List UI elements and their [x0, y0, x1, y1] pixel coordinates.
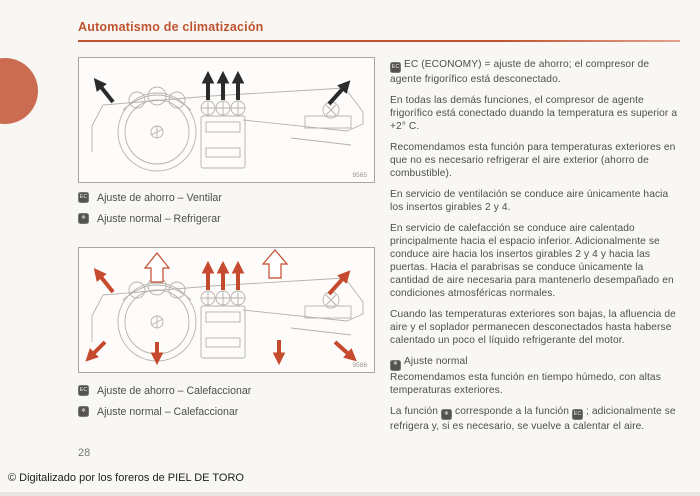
credit-line: © Digitalizado por los foreros de PIEL DE TORO [8, 472, 244, 484]
ac-button-icon: ❄ [441, 409, 452, 420]
caption-text: Ajuste normal – Calefaccionar [97, 405, 239, 418]
caption-ahorro-ventilar [78, 187, 375, 208]
segment-text: La función [390, 405, 439, 417]
figure-ventilation-airflow [78, 57, 375, 183]
figure-number: 9586 [352, 362, 367, 369]
economy-button-icon: EC [78, 385, 89, 396]
header-rule [78, 40, 680, 42]
dashboard-heating-drawing [79, 248, 374, 372]
caption-text: Ajuste de ahorro – Ventilar [97, 191, 222, 204]
heading-ajuste-normal [390, 355, 680, 370]
economy-button-icon: EC [572, 409, 583, 420]
body-text-column [390, 58, 680, 441]
caption-text: Ajuste de ahorro – Calefaccionar [97, 384, 252, 397]
paragraph-compresor: En todas las demás funciones, el compresor de agente frigorífico está conectado duando la temperatura es superior a +2° C. [390, 95, 678, 133]
ac-button-icon: ❄ [390, 360, 401, 371]
scan-edge [0, 492, 700, 496]
paragraph-recomendacion: Recomendamos esta función para temperaturas exteriores en que no es necesario refrigerar el aire exterior (ahorro de combustible). [390, 142, 676, 180]
section-tab-dot [0, 58, 38, 124]
dashboard-ventilation-drawing [79, 58, 374, 182]
economy-button-icon: EC [390, 62, 401, 73]
figure2-captions [78, 380, 375, 422]
figure1-captions [78, 187, 375, 229]
caption-text: Ajuste normal – Refrigerar [97, 212, 221, 225]
caption-ahorro-calefaccionar [78, 380, 375, 401]
paragraph-temperaturas-bajas: Cuando las temperaturas exteriores son bajas, la afluencia de aire y el soplador permanecen desconectados hasta haberse calentado un poco el líquido refrigerante del motor. [390, 309, 676, 347]
paragraph-text: EC (ECONOMY) = ajuste de ahorro; el compresor de agente frigorífico está desconectado. [390, 59, 650, 86]
figure-number: 9565 [352, 172, 367, 179]
paragraph-ec-economy [390, 58, 680, 86]
economy-button-icon: EC [78, 192, 89, 203]
figure-heating-airflow [78, 247, 375, 373]
ac-button-icon: ❄ [78, 213, 89, 224]
page-number: 28 [78, 447, 91, 459]
ac-button-icon: ❄ [78, 406, 89, 417]
heading-text: Ajuste normal [404, 356, 468, 368]
caption-normal-refrigerar [78, 208, 375, 229]
paragraph-funcion-correspondencia [390, 405, 680, 433]
page-title: Automatismo de climatización [78, 20, 264, 34]
segment-text: ; adicionalmente se refrigera y, si es necesario, se vuelve a calentar el aire. [390, 405, 676, 432]
caption-normal-calefaccionar [78, 401, 375, 422]
illustration-column [78, 57, 375, 437]
paragraph-tiempo-humedo: Recomendamos esta función en tiempo húmedo, con altas temperaturas exteriores. [390, 371, 661, 396]
paragraph-calefaccion: En servicio de calefacción se conduce aire calentado principalmente hacia el espacio inferior. Adicionalmente se conduce aire hacia los insertos girables 2 y 4 y hacia las puertas. Hacia el parabrisas se conduce únicamente la cantidad de aire necesaria para mantenerlo desempañado en condiciones atmosféricas normales. [390, 223, 674, 300]
paragraph-ventilacion: En servicio de ventilación se conduce aire únicamente hacia los insertos girables 2 y 4. [390, 189, 669, 214]
segment-text: corresponde a la función [455, 405, 569, 417]
